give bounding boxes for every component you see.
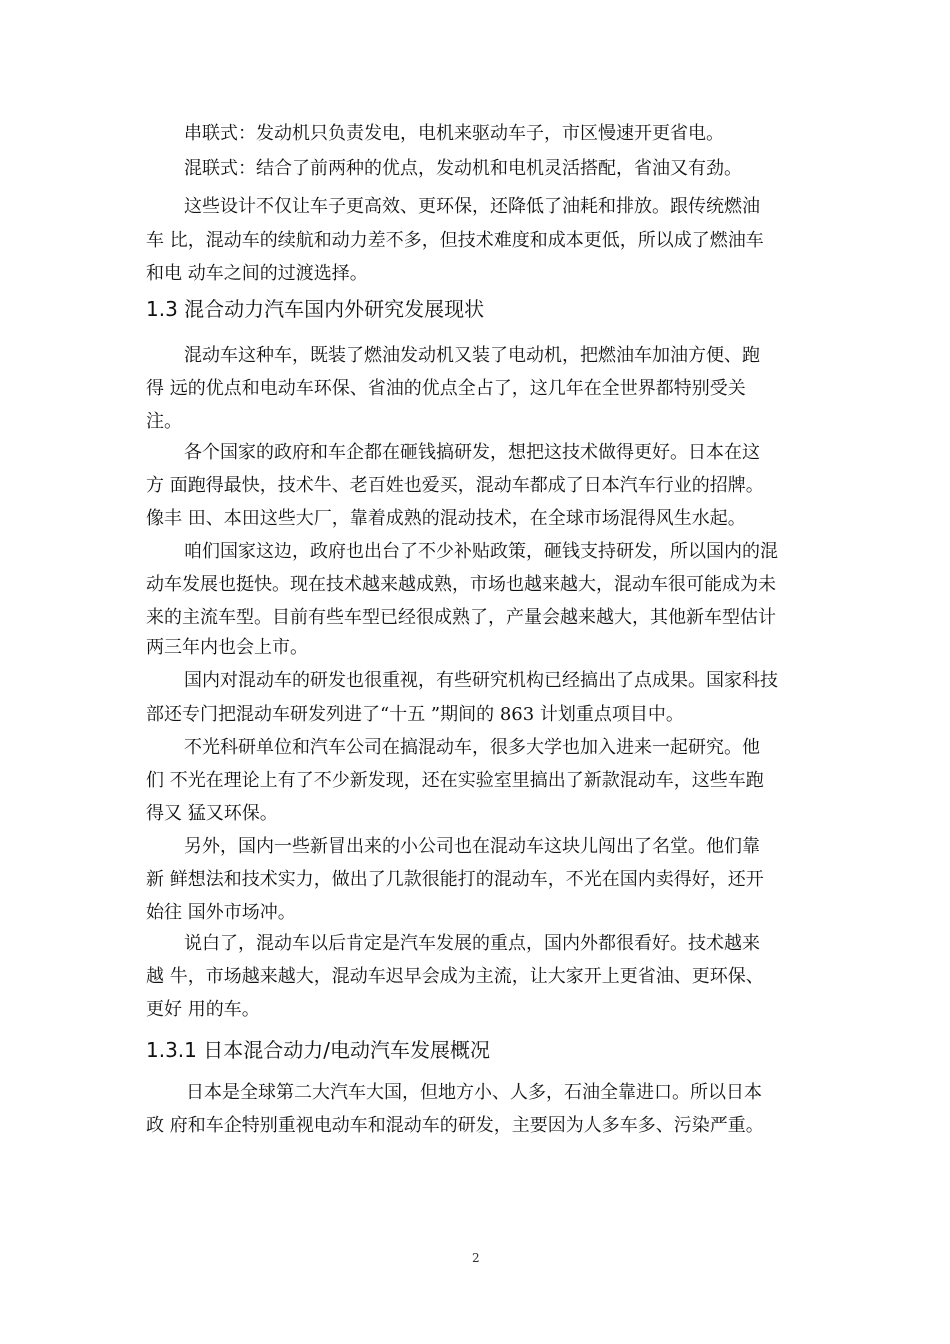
text-line: 说白了，混动车以后肯定是汽车发展的重点，国内外都很看好。技术越来 [184,933,760,954]
subsection-heading: 1.3.1 日本混合动力/电动汽车发展概况 [146,1038,490,1062]
text-line: 混动车这种车，既装了燃油发动机又装了电动机，把燃油车加油方便、跑 [184,345,760,366]
section-heading: 1.3 混合动力汽车国内外研究发展现状 [146,297,485,321]
text-line: 新 鲜想法和技术实力，做出了几款很能打的混动车，不光在国内卖得好，还开 [146,869,764,890]
text-line: 们 不光在理论上有了不少新发现，还在实验室里搞出了新款混动车，这些车跑 [146,770,764,791]
text-line: 日本是全球第二大汽车大国，但地方小、人多，石油全靠进口。所以日本 [186,1082,762,1103]
text-line: 方 面跑得最快，技术牛、老百姓也爱买，混动车都成了日本汽车行业的招牌。 [146,475,764,496]
text-line: 国内对混动车的研发也很重视，有些研究机构已经搞出了点成果。国家科技 [184,670,778,691]
text-line: 动车发展也挺快。现在技术越来越成熟，市场也越来越大，混动车很可能成为未 [146,574,776,595]
text-line: 更好 用的车。 [146,999,260,1020]
text-line: 两三年内也会上市。 [146,637,308,658]
text-line: 部还专门把混动车研发列进了“十五 ”期间的 863 计划重点项目中。 [146,704,684,725]
text-line: 不光科研单位和汽车公司在搞混动车，很多大学也加入进来一起研究。他 [184,737,760,758]
text-line: 和电 动车之间的过渡选择。 [146,263,368,284]
text-line: 串联式：发动机只负责发电，电机来驱动车子，市区慢速开更省电。 [184,123,724,144]
text-line: 注。 [146,411,182,432]
text-line: 像丰 田、本田这些大厂，靠着成熟的混动技术，在全球市场混得风生水起。 [146,508,746,529]
text-line: 得 远的优点和电动车环保、省油的优点全占了，这几年在全世界都特别受关 [146,378,746,399]
text-line: 来的主流车型。目前有些车型已经很成熟了，产量会越来越大，其他新车型估计 [146,607,776,628]
text-line: 另外，国内一些新冒出来的小公司也在混动车这块儿闯出了名堂。他们靠 [184,836,760,857]
text-line: 各个国家的政府和车企都在砸钱搞研发，想把这技术做得更好。日本在这 [184,442,760,463]
text-line: 得又 猛又环保。 [146,803,278,824]
text-line: 始往 国外市场冲。 [146,902,296,923]
text-line: 咱们国家这边，政府也出台了不少补贴政策，砸钱支持研发，所以国内的混 [184,541,778,562]
text-line: 这些设计不仅让车子更高效、更环保，还降低了油耗和排放。跟传统燃油 [184,196,760,217]
text-line: 政 府和车企特别重视电动车和混动车的研发，主要因为人多车多、污染严重。 [146,1115,764,1136]
page-number: 2 [472,1251,480,1265]
text-line: 车 比，混动车的续航和动力差不多，但技术难度和成本更低，所以成了燃油车 [146,230,764,251]
text-line: 混联式：结合了前两种的优点，发动机和电机灵活搭配，省油又有劲。 [184,158,742,179]
text-line: 越 牛，市场越来越大，混动车迟早会成为主流，让大家开上更省油、更环保、 [146,966,764,987]
